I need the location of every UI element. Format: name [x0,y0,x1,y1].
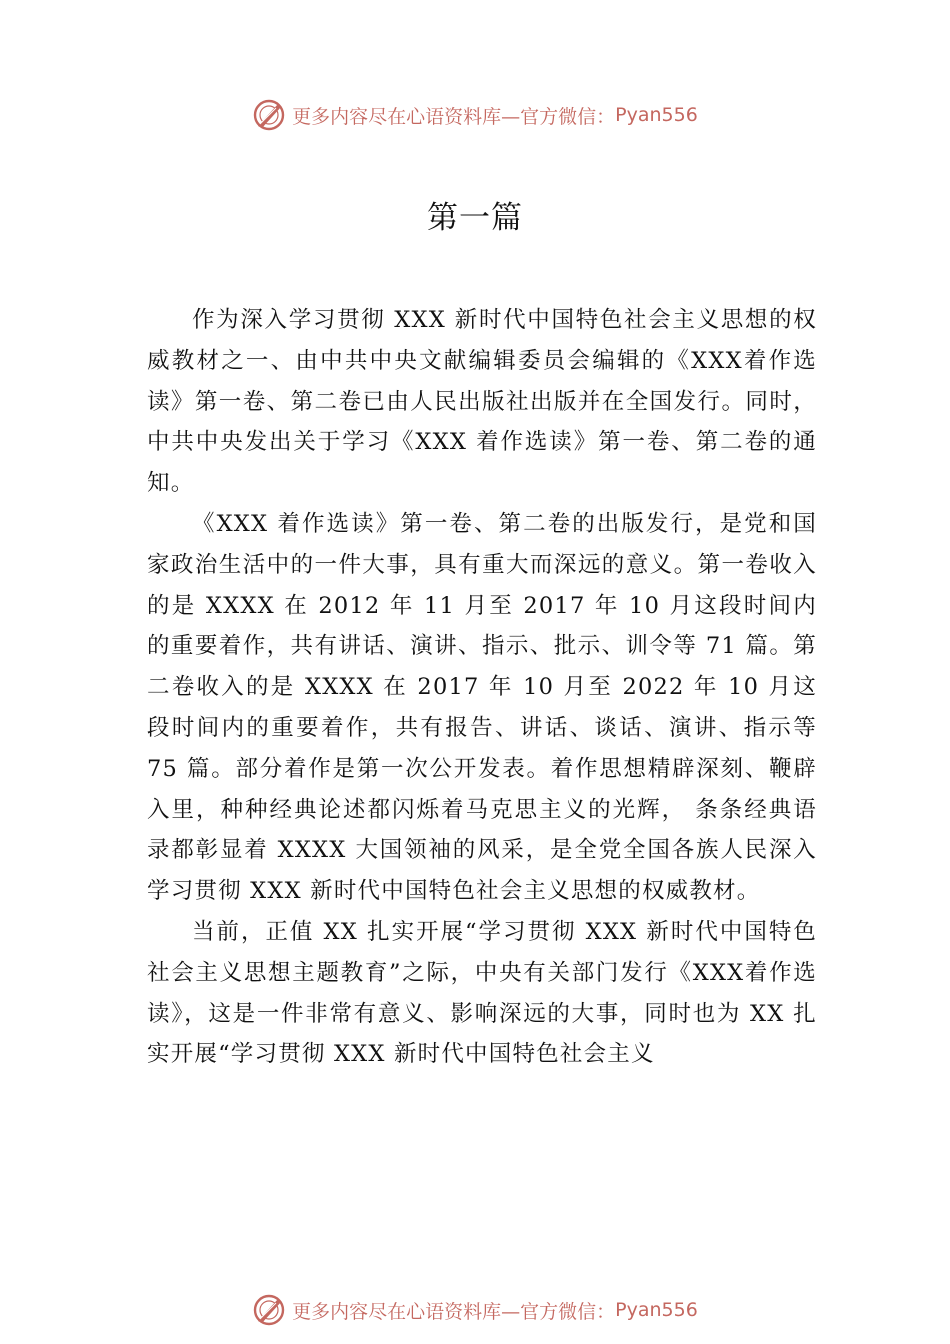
page-title: 第一篇 [427,200,523,236]
banner-text: 更多内容尽在心语资料库—官方微信： [292,1300,616,1323]
paragraph: 作为深入学习贯彻 XXX 新时代中国特色社会主义思想的权威教材之一、由中共中央文献编辑委员会编辑的《XXX着作选读》第一卷、第二卷已由人民出版社出版并在全国发行。同时，中共中央发出关于学习《XXX 着作选读》第一卷、第二卷的通知。 [147,307,817,497]
document-body [147,300,817,1075]
footer-banner [0,1290,950,1330]
banner-text: 更多内容尽在心语资料库—官方微信： [292,105,616,128]
quill-seal-logo-icon [252,98,286,132]
wechat-id: Pyan556 [615,1299,698,1321]
quill-seal-logo-icon [252,1293,286,1327]
paragraph: 当前，正值 XX 扎实开展“学习贯彻 XXX 新时代中国特色社会主义思想主题教育”之际，中央有关部门发行《XXX着作选读》，这是一件非常有意义、影响深远的大事，同时也为 XX 扎实开展“学习贯彻 XXX 新时代中国特色社会主义 [147,918,817,1068]
header-banner [0,95,950,135]
paragraph: 《XXX 着作选读》第一卷、第二卷的出版发行，是党和国家政治生活中的一件大事，具有重大而深远的意义。第一卷收入的是 XXXX 在 2012 年 11 月至 2017 年 10 月这段时间内的重要着作，共有讲话、演讲、指示、批示、训令等 71 篇。第二卷收入的是 XXXX 在 2017 年 10 月至 2022 年 10 月这段时间内的重要着作，共有报告、讲话、谈话、演讲、指示等 75 篇。部分着作是第一次公开发表。着作思想精辟深刻、鞭辟入里，种种经典论述都闪烁着马克思主义的光辉， 条条经典语录都彰显着 XXXX 大国领袖的风采，是全党全国各族人民深入学习贯彻 XXX 新时代中国特色社会主义思想的权威教材。 [147,510,817,905]
wechat-id: Pyan556 [615,104,698,126]
